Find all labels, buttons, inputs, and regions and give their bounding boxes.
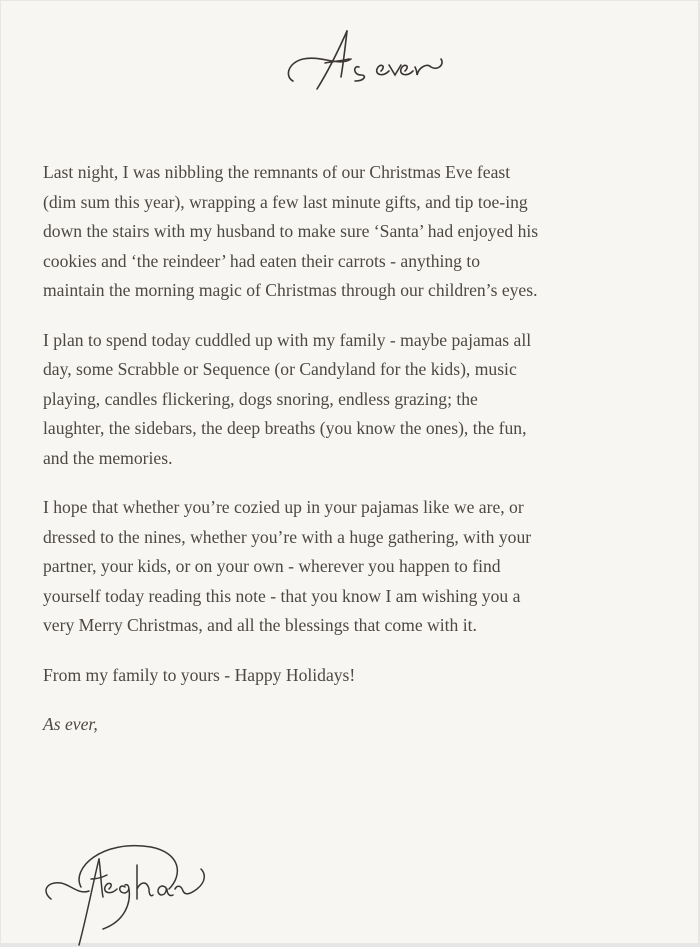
paragraph-line: laughter, the sidebars, the deep breaths (you know the ones), the fun, (43, 418, 527, 438)
closing-text: As ever, (43, 714, 98, 734)
paragraph-line: down the stairs with my husband to make sure ‘Santa’ had enjoyed his (43, 221, 539, 241)
paragraph-line: Last night, I was nibbling the remnants of our Christmas Eve feast (43, 162, 511, 182)
paragraph-line: I hope that whether you’re cozied up in your pajamas like we are, or (43, 497, 524, 517)
paragraph-line: playing, candles flickering, dogs snoring, endless grazing; the (43, 388, 478, 409)
paragraph-1 (43, 158, 683, 306)
letter-body (43, 158, 683, 760)
paragraph-4 (43, 661, 683, 691)
paragraph-line: From my family to yours - Happy Holidays! (43, 664, 356, 685)
paragraph-line: cookies and ‘the reindeer’ had eaten their carrots - anything to (43, 250, 481, 271)
signature-icon (41, 829, 231, 947)
letter-page (1, 1, 698, 943)
as-ever-script-logo-icon (281, 19, 461, 99)
paragraph-3 (43, 493, 683, 641)
paragraph-2 (43, 326, 683, 474)
paragraph-line: yourself today reading this note - that you know I am wishing you a (43, 585, 521, 606)
paragraph-line: and the memories. (43, 447, 173, 468)
paragraph-line: maintain the morning magic of Christmas through our children’s eyes. (43, 280, 538, 300)
paragraph-line: I plan to spend today cuddled up with my family - maybe pajamas all (43, 329, 532, 350)
paragraph-line: very Merry Christmas, and all the blessings that come with it. (43, 615, 477, 635)
paragraph-line: dressed to the nines, whether you’re with a huge gathering, with your (43, 526, 532, 547)
paragraph-line: (dim sum this year), wrapping a few last minute gifts, and tip toe-ing (43, 191, 528, 212)
paragraph-line: partner, your kids, or on your own - wherever you happen to find (43, 556, 501, 576)
paragraph-line: day, some Scrabble or Sequence (or Candyland for the kids), music (43, 359, 517, 379)
